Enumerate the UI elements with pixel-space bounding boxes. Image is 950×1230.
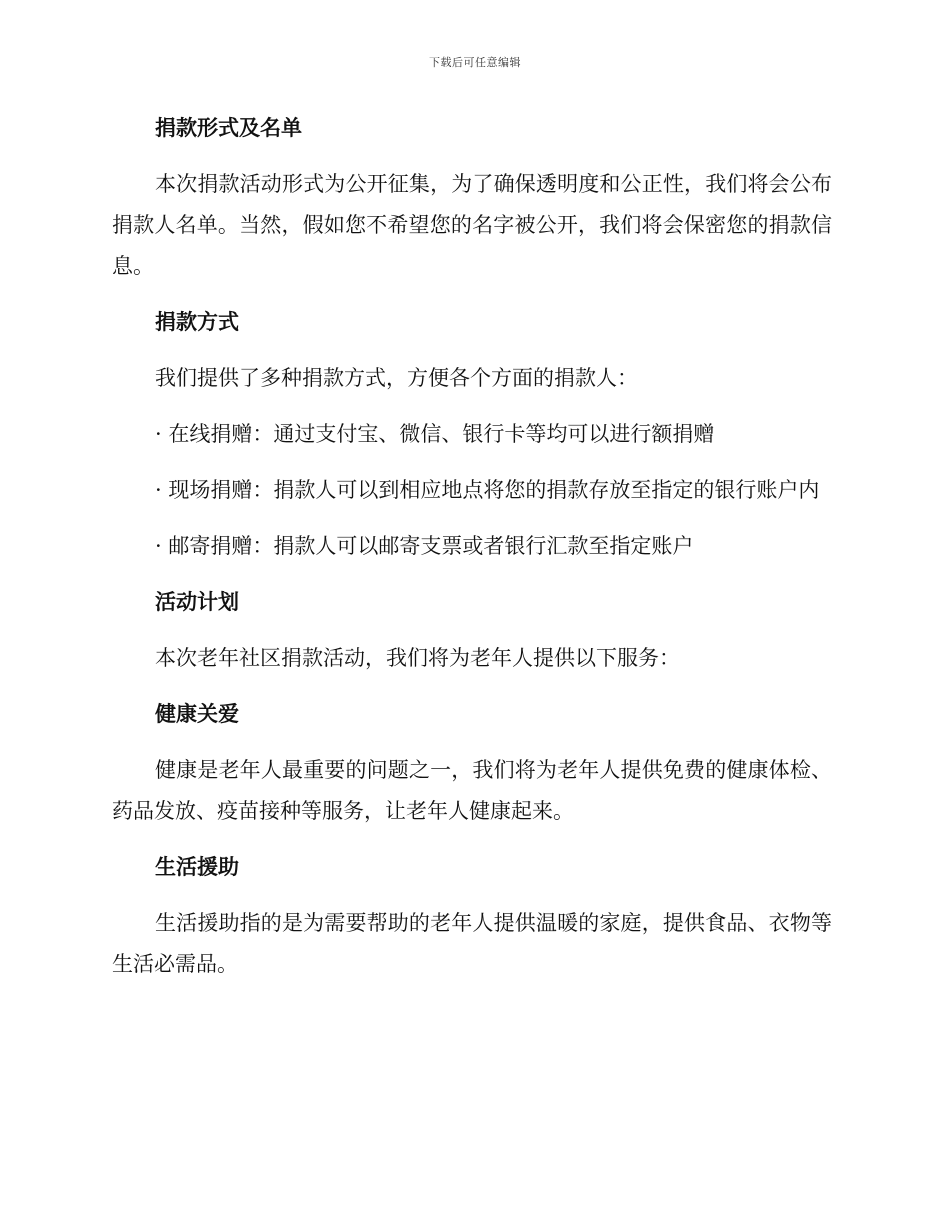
- list-item-mail-donation: · 邮寄捐赠：捐款人可以邮寄支票或者银行汇款至指定账户: [155, 534, 694, 558]
- document-body: [112, 108, 832, 1000]
- paragraph-donation-form: 本次捐款活动形式为公开征集，为了确保透明度和公正性，我们将会公布捐款人名单。当然，假如您不希望您的名字被公开，我们将会保密您的捐款信息。: [112, 172, 832, 278]
- section-heading-activity-plan: 活动计划: [155, 590, 239, 614]
- paragraph-donation-methods-intro: 我们提供了多种捐款方式，方便各个方面的捐款人：: [155, 366, 638, 390]
- section-heading-life-assistance: 生活援助: [155, 855, 239, 879]
- page-header: 下载后可任意编辑: [429, 56, 521, 69]
- paragraph-life-assistance: 生活援助指的是为需要帮助的老年人提供温暖的家庭，提供食品、衣物等生活必需品。: [112, 911, 832, 976]
- section-heading-donation-methods: 捐款方式: [155, 310, 239, 334]
- paragraph-health-care: 健康是老年人最重要的问题之一，我们将为老年人提供免费的健康体检、药品发放、疫苗接种等服务，让老年人健康起来。: [112, 758, 832, 823]
- paragraph-activity-plan-intro: 本次老年社区捐款活动，我们将为老年人提供以下服务：: [155, 646, 680, 670]
- section-heading-health-care: 健康关爱: [155, 702, 239, 726]
- section-heading-donation-form: 捐款形式及名单: [155, 116, 302, 140]
- list-item-onsite-donation: · 现场捐赠：捐款人可以到相应地点将您的捐款存放至指定的银行账户内: [155, 478, 820, 502]
- list-item-online-donation: · 在线捐赠：通过支付宝、微信、银行卡等均可以进行额捐赠: [155, 422, 715, 446]
